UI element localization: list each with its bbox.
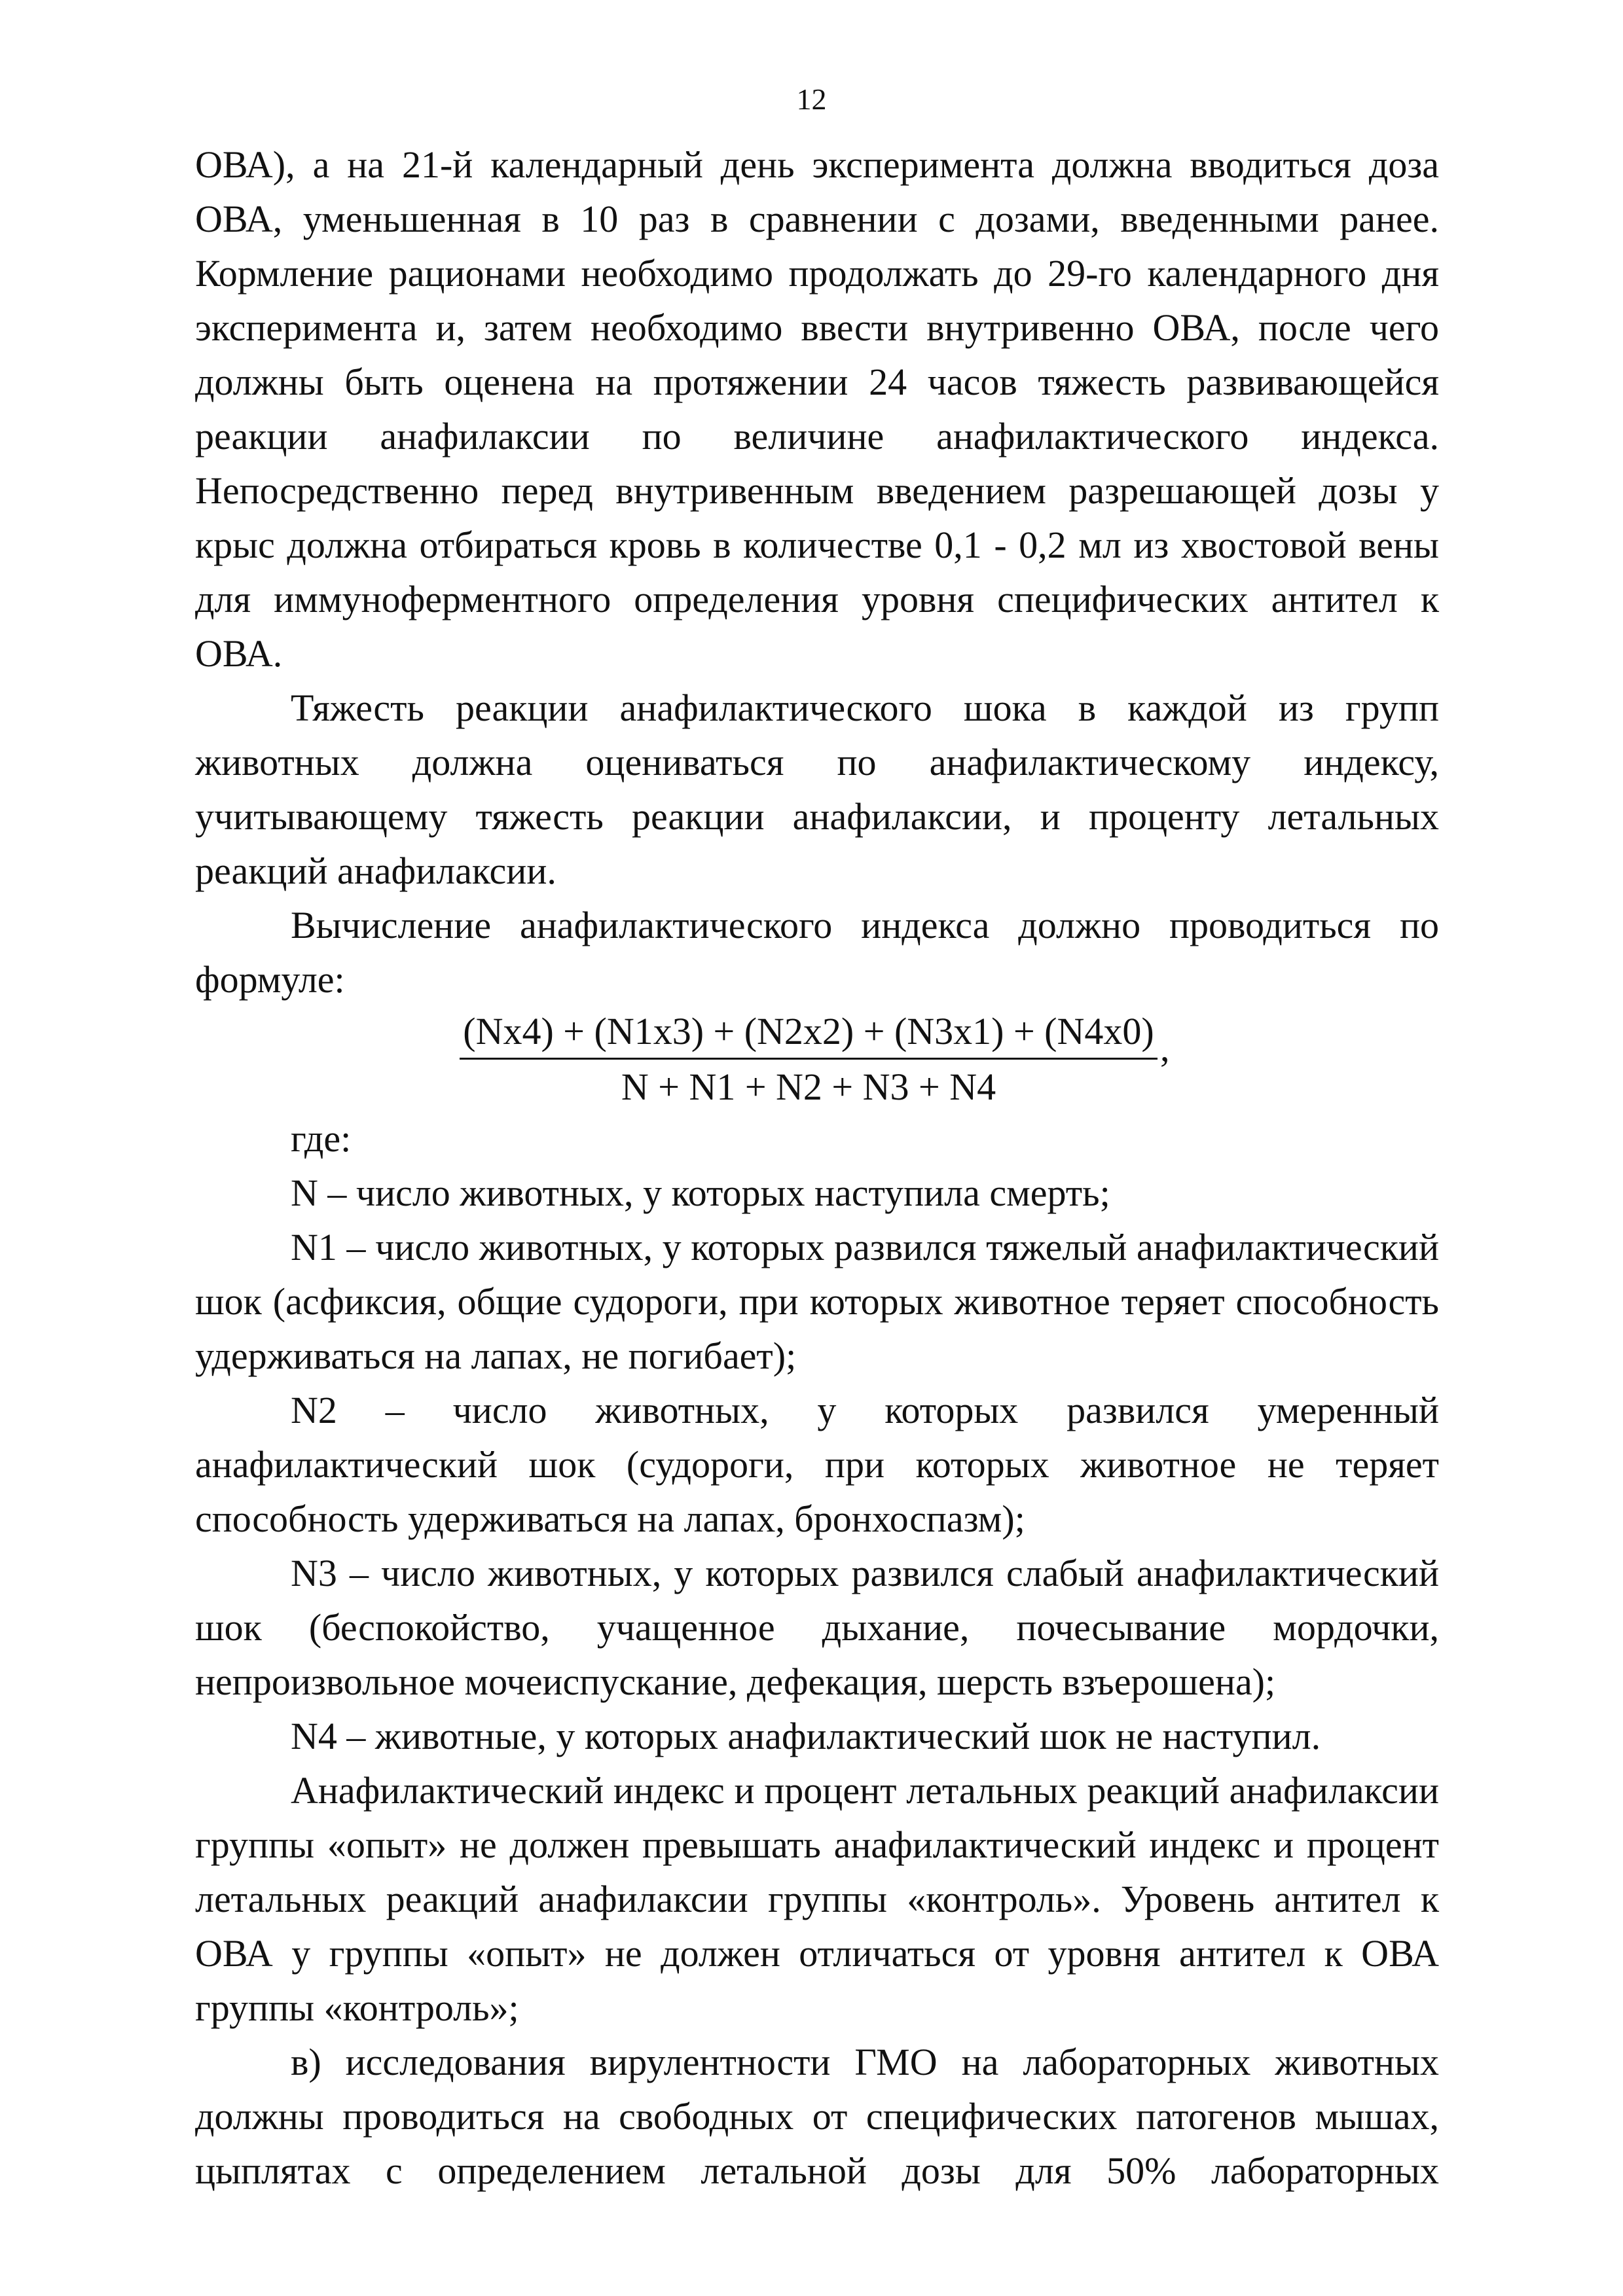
definition-n2: N2 – число животных, у которых развился умеренный анафилактический шок (судороги, при которых животное не теряет способность удерживаться на лапах, бронхоспазм); (195, 1389, 1439, 1540)
anaphylactic-index-formula (195, 1007, 1439, 1111)
formula-trailing-comma: , (1160, 1027, 1170, 1069)
definition-n: N – число животных, у которых наступила смерть; (291, 1172, 1110, 1214)
paragraph-virulence-studies: в) исследования вирулентности ГМО на лабораторных животных должны проводиться на свободных от специфических патогенов мышах, цыплятах с определением летальной дозы для 50% лабораторных (195, 2041, 1439, 2192)
paragraph-index-calculation: Вычисление анафилактического индекса должно проводиться по формуле: (195, 904, 1439, 1001)
definition-n3: N3 – число животных, у которых развился слабый анафилактический шок (беспокойство, учащенное дыхание, почесывание мордочки, непроизвольное мочеиспускание, дефекация, шерсть взъерошена); (195, 1552, 1439, 1703)
formula-fraction (460, 1007, 1158, 1112)
paragraph-ova-dosing: ОВА), а на 21-й календарный день эксперимента должна вводиться доза ОВА, уменьшенная в 10 раз в сравнении с дозами, введенными ранее. Кормление рационами необходимо продолжать до 29-го календарного дня эксперимента и, затем необходимо ввести внутривенно ОВА, после чего должны быть оценена на протяжении 24 часов тяжесть развивающейся реакции анафилаксии по величине анафилактического индекса. Непосредственно перед внутривенным введением разрешающей дозы у крыс должна отбираться кровь в количестве 0,1 - 0,2 мл из хвостовой вены для иммуноферментного определения уровня специфических антител к ОВА. (195, 143, 1439, 675)
formula-denominator: N + N1 + N2 + N3 + N4 (621, 1066, 996, 1108)
definition-n1: N1 – число животных, у которых развился тяжелый анафилактический шок (асфиксия, общие судороги, при которых животное теряет способность удерживаться на лапах, не погибает); (195, 1226, 1439, 1377)
paragraph-where: где: (291, 1117, 352, 1160)
document-body (195, 137, 1439, 2198)
paragraph-index-comparison: Анафилактический индекс и процент летальных реакций анафилаксии группы «опыт» не должен превышать анафилактический индекс и процент летальных реакций анафилаксии группы «контроль». Уровень антител к ОВА у группы «опыт» не должен отличаться от уровня антител к ОВА группы «контроль»; (195, 1769, 1439, 2029)
fraction-bar (460, 1058, 1158, 1060)
paragraph-severity-assessment: Тяжесть реакции анафилактического шока в каждой из групп животных должна оцениваться по анафилактическому индексу, учитывающему тяжесть реакции анафилаксии, и проценту летальных реакций анафилаксии. (195, 687, 1439, 892)
page-number: 12 (796, 82, 827, 116)
definition-n4: N4 – животные, у которых анафилактический шок не наступил. (291, 1715, 1321, 1757)
formula-numerator: (Nx4) + (N1x3) + (N2x2) + (N3x1) + (N4x0) (463, 1010, 1154, 1052)
